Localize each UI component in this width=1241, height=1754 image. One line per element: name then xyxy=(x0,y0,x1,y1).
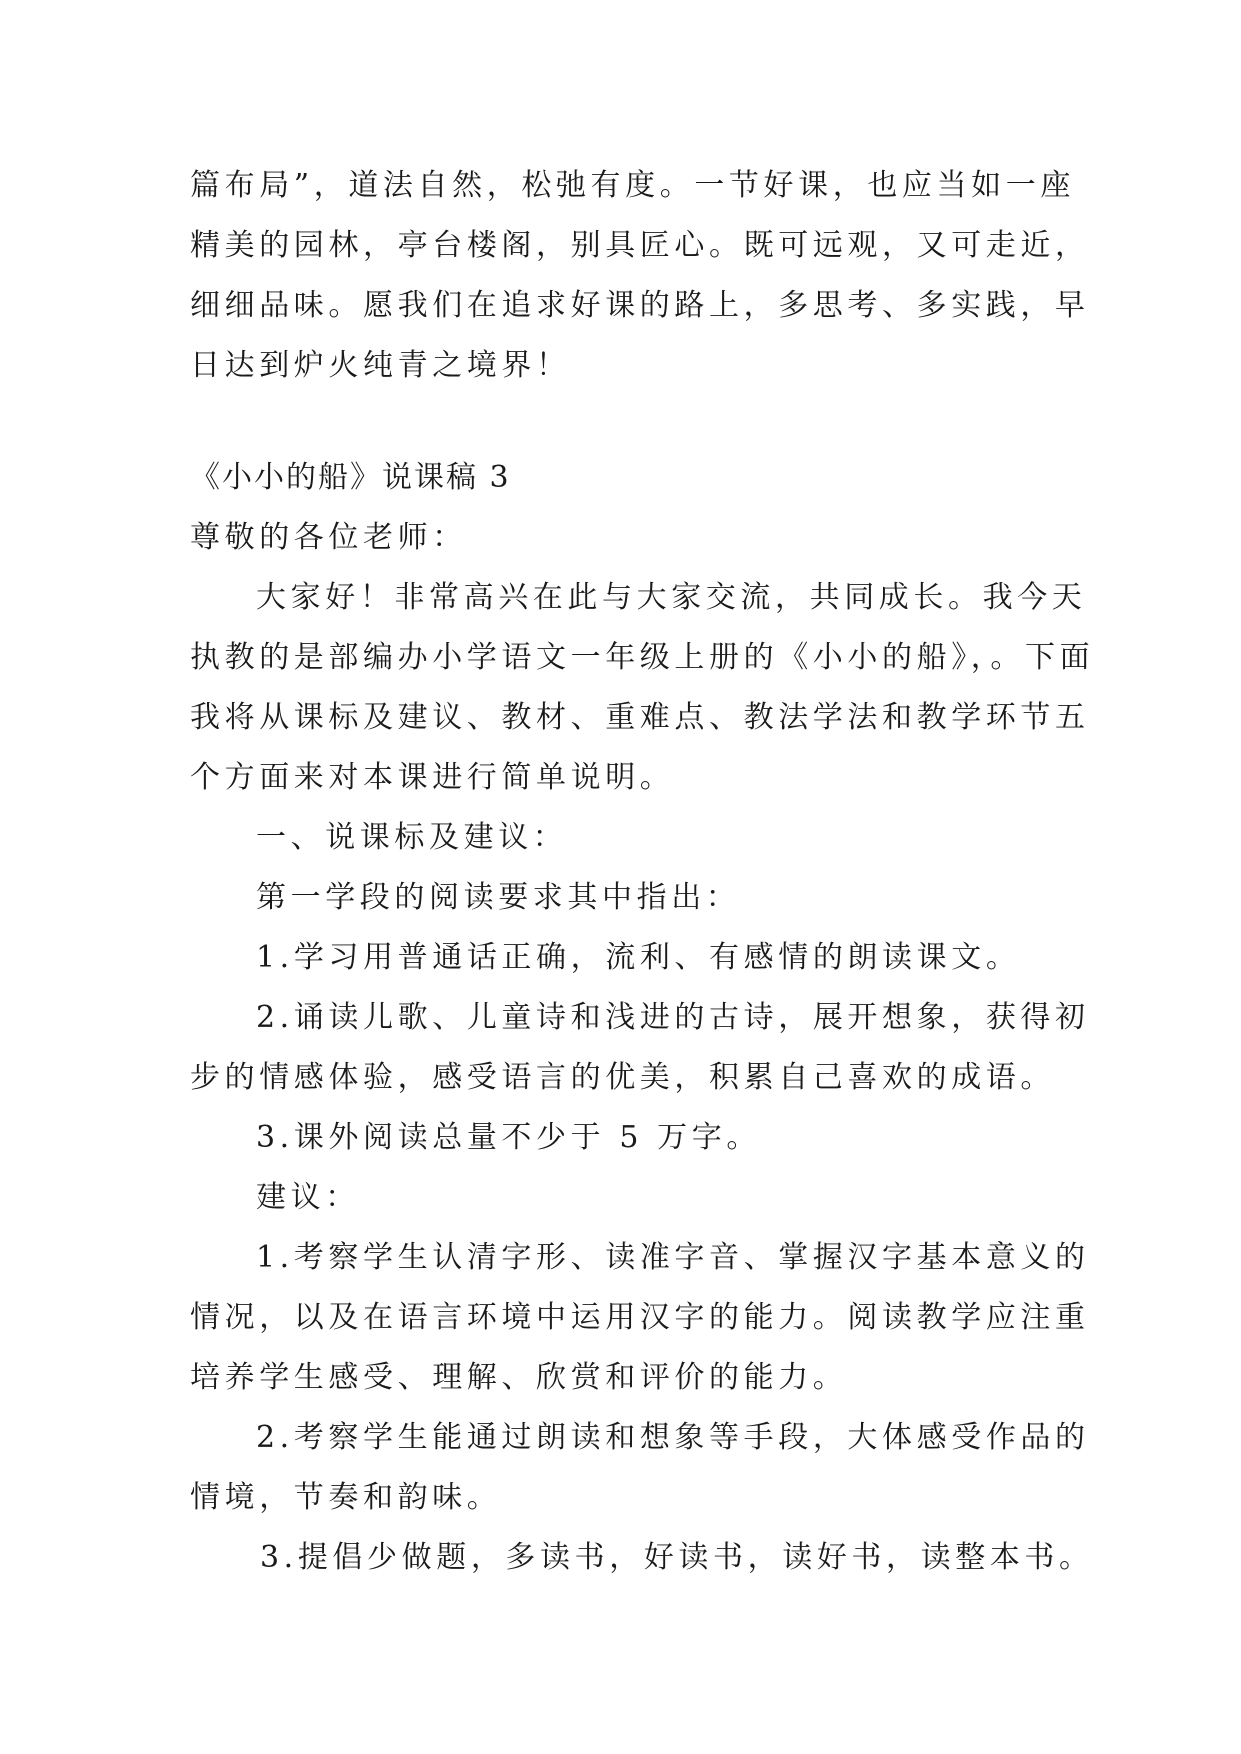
paragraph-line: 日达到炉火纯青之境界！ xyxy=(190,348,571,383)
paragraph-line: 个方面来对本课进行简单说明。 xyxy=(190,760,675,795)
paragraph-line: 步的情感体验，感受语言的优美，积累自己喜欢的成语。 xyxy=(190,1060,1055,1095)
paragraph-line: 篇布局”，道法自然，松弛有度。一节好课，也应当如一座 xyxy=(190,168,1075,203)
list-item: 2.考察学生能通过朗读和想象等手段，大体感受作品的 xyxy=(256,1420,1090,1455)
salutation: 尊敬的各位老师： xyxy=(190,520,467,555)
paragraph-line: 细细品味。愿我们在追求好课的路上，多思考、多实践，早 xyxy=(190,288,1090,323)
paragraph-line: 第一学段的阅读要求其中指出： xyxy=(256,880,741,915)
paragraph-line: 精美的园林，亭台楼阁，别具匠心。既可远观，又可走近， xyxy=(190,228,1090,263)
list-item: 1.考察学生认清字形、读准字音、掌握汉字基本意义的 xyxy=(256,1240,1090,1275)
heading: 一、说课标及建议： xyxy=(256,820,568,855)
paragraph-line: 大家好！非常高兴在此与大家交流，共同成长。我今天 xyxy=(256,580,1087,615)
paragraph-line: 情况，以及在语言环境中运用汉字的能力。阅读教学应注重 xyxy=(190,1300,1090,1335)
paragraph-line: 执教的是部编办小学语文一年级上册的《小小的船》，。下面 xyxy=(190,640,1095,675)
paragraph-line: 培养学生感受、理解、欣赏和评价的能力。 xyxy=(190,1360,848,1395)
subheading: 建议： xyxy=(256,1180,360,1215)
section-title: 《小小的船》说课稿 3 xyxy=(190,460,511,495)
list-item: 2.诵读儿歌、儿童诗和浅进的古诗，展开想象，获得初 xyxy=(256,1000,1090,1035)
list-item: 3.课外阅读总量不少于 5 万字。 xyxy=(256,1120,761,1155)
list-item: 1.学习用普通话正确，流利、有感情的朗读课文。 xyxy=(256,940,1021,975)
paragraph-line: 情境，节奏和韵味。 xyxy=(190,1480,502,1515)
paragraph-line: 我将从课标及建议、教材、重难点、教法学法和教学环节五 xyxy=(190,700,1090,735)
list-item: 3.提倡少做题，多读书，好读书，读好书，读整本书。 xyxy=(260,1540,1094,1575)
